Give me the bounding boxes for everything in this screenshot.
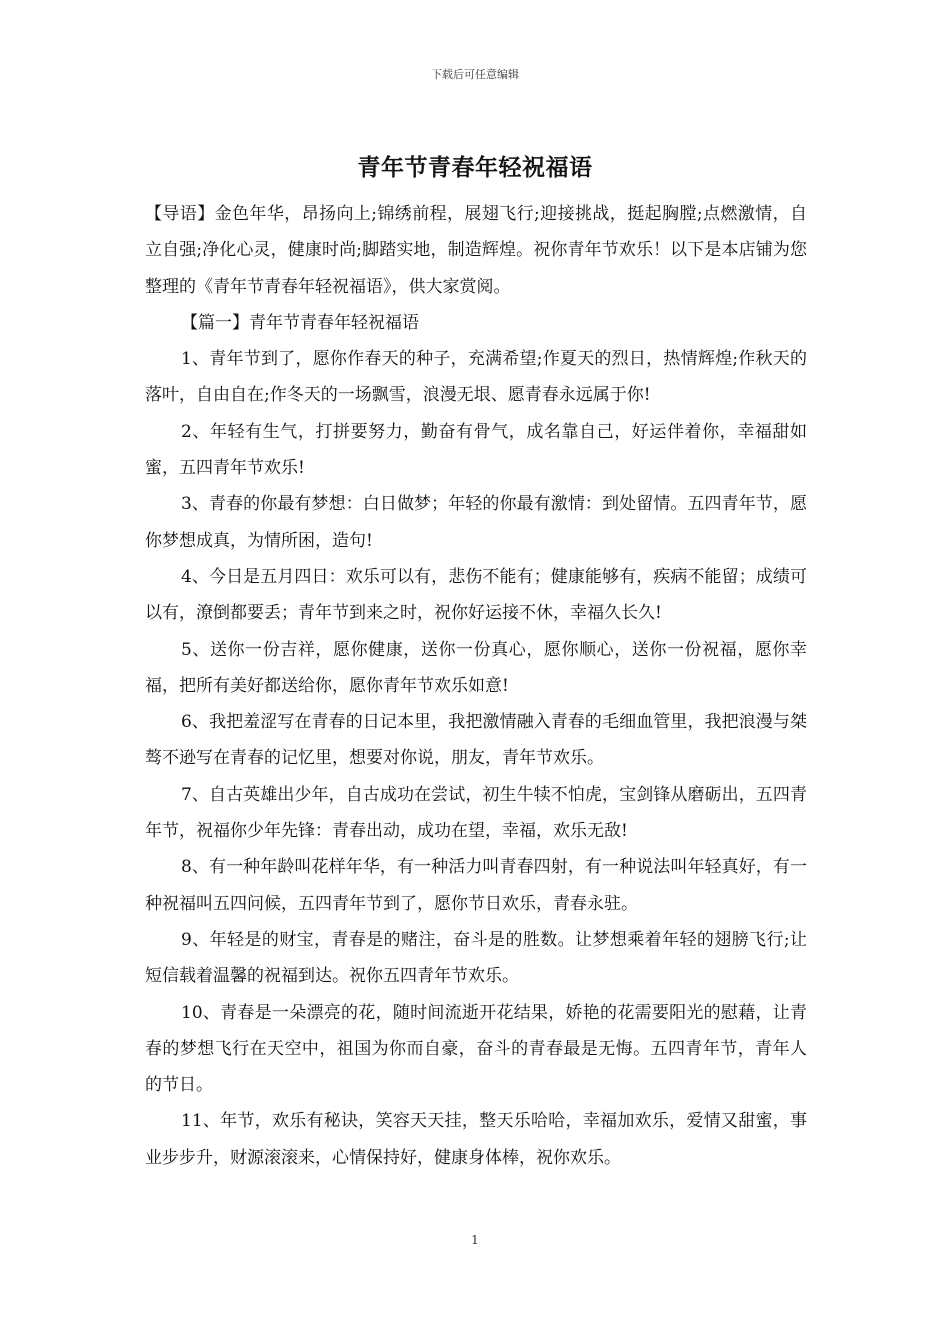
blessing-item-6: 6、我把羞涩写在青春的日记本里，我把激情融入青春的毛细血管里，我把浪漫与桀骜不逊写在青春的记忆里，想要对你说，朋友，青年节欢乐。: [145, 712, 807, 769]
document-body: [145, 196, 807, 1176]
blessing-item-9: 9、年轻是的财宝，青春是的赌注，奋斗是的胜数。让梦想乘着年轻的翅膀飞行;让短信载着温馨的祝福到达。祝你五四青年节欢乐。: [145, 929, 807, 987]
page-header-note: 下载后可任意编辑: [431, 68, 519, 81]
blessing-item-8: 8、有一种年龄叫花样年华，有一种活力叫青春四射，有一种说法叫年轻真好，有一种祝福叫五四问候，五四青年节到了，愿你节日欢乐，青春永驻。: [145, 857, 807, 914]
blessing-item-3: 3、青春的你最有梦想：白日做梦；年轻的你最有激情：到处留情。五四青年节，愿你梦想成真，为情所困，造句!: [145, 494, 807, 551]
section-heading: 【篇一】青年节青春年轻祝福语: [181, 312, 419, 333]
blessing-item-11: 11、年节，欢乐有秘诀，笑容天天挂，整天乐哈哈，幸福加欢乐，爱情又甜蜜，事业步步升，财源滚滚来，心情保持好，健康身体棒，祝你欢乐。: [145, 1111, 807, 1168]
document-title: 青年节青春年轻祝福语: [357, 154, 593, 181]
intro-paragraph: 【导语】金色年华，昂扬向上;锦绣前程，展翅飞行;迎接挑战，挺起胸膛;点燃激情，自立自强;净化心灵，健康时尚;脚踏实地，制造辉煌。祝你青年节欢乐！以下是本店铺为您整理的《青年节青春年轻祝福语》，供大家赏阅。: [145, 204, 807, 297]
blessing-item-2: 2、年轻有生气，打拼要努力，勤奋有骨气，成名靠自己，好运伴着你，幸福甜如蜜，五四青年节欢乐!: [145, 421, 807, 479]
page-number: 1: [471, 1233, 479, 1247]
blessing-item-4: 4、今日是五月四日：欢乐可以有，悲伤不能有；健康能够有，疾病不能留；成绩可以有，潦倒都要丢；青年节到来之时，祝你好运接不休，幸福久长久!: [145, 566, 807, 624]
blessing-item-5: 5、送你一份吉祥，愿你健康，送你一份真心，愿你顺心，送你一份祝福，愿你幸福，把所有美好都送给你，愿你青年节欢乐如意!: [145, 639, 807, 696]
blessing-item-7: 7、自古英雄出少年，自古成功在尝试，初生牛犊不怕虎，宝剑锋从磨砺出，五四青年节，祝福你少年先锋：青春出动，成功在望，幸福，欢乐无敌!: [145, 784, 807, 842]
blessing-item-10: 10、青春是一朵漂亮的花，随时间流逝开花结果，娇艳的花需要阳光的慰藉，让青春的梦想飞行在天空中，祖国为你而自豪，奋斗的青春最是无悔。五四青年节，青年人的节日。: [145, 1002, 807, 1096]
blessing-item-1: 1、青年节到了，愿你作春天的种子，充满希望;作夏天的烈日，热情辉煌;作秋天的落叶，自由自在;作冬天的一场飘雪，浪漫无垠、愿青春永远属于你!: [145, 349, 807, 406]
